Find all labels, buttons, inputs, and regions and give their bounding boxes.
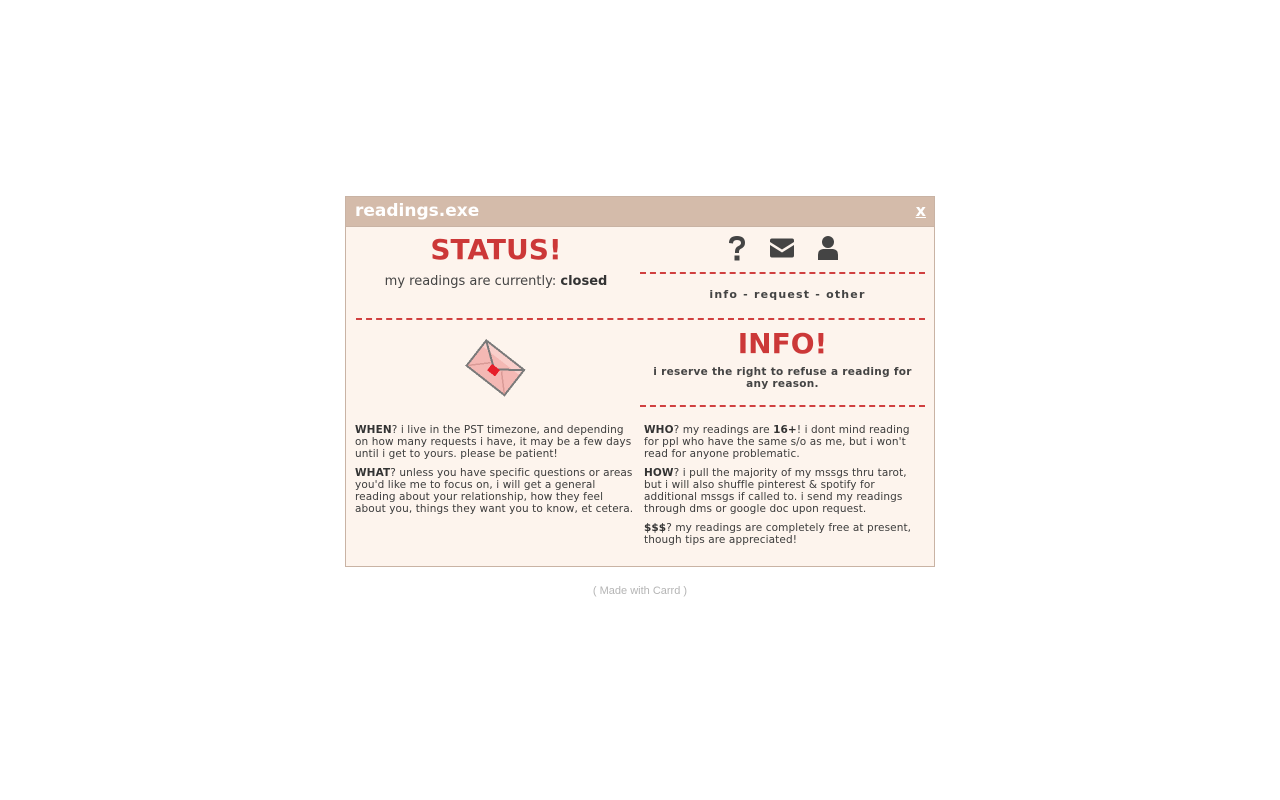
faq-text: ? i live in the PST timezone, and depending on how many requests i have, it may be a few days until i get to yours. please be patient! — [355, 424, 632, 460]
nav-link-request[interactable]: request — [753, 288, 811, 301]
pixel-envelope-icon — [462, 335, 530, 403]
window-title: readings.exe — [355, 201, 480, 221]
status-line — [356, 274, 636, 289]
faq-label: $$$ — [644, 522, 667, 534]
faq-how — [644, 467, 924, 515]
faq-text: ! i dont mind reading for ppl who have the same s/o as me, but i won't read for anyone problematic. — [644, 424, 910, 460]
readings-window — [345, 196, 935, 567]
made-with-carrd-link[interactable]: ( Made with Carrd ) — [592, 585, 688, 597]
info-heading: INFO! — [737, 327, 828, 360]
faq-label: WHO — [644, 424, 674, 436]
nav-link-info[interactable]: info — [709, 288, 739, 301]
faq-who — [644, 424, 924, 460]
faq-label: WHEN — [355, 424, 392, 436]
info-divider — [640, 405, 925, 407]
status-heading: STATUS! — [430, 233, 562, 266]
nav-links — [640, 288, 935, 301]
nav-icon-row — [640, 235, 925, 261]
faq-text: ? unless you have specific questions or areas you'd like me to focus on, i will get a general reading about your relationship, how they feel about you, things they want you to know, et cetera. — [355, 467, 634, 515]
nav-link-other[interactable]: other — [826, 288, 866, 301]
info-text: i reserve the right to refuse a reading for any reason. — [653, 366, 912, 390]
window-titlebar[interactable] — [346, 197, 934, 227]
faq-label: WHAT — [355, 467, 391, 479]
nav-separator: - — [810, 288, 827, 301]
question-icon[interactable] — [727, 235, 747, 261]
nav-divider — [640, 272, 925, 274]
close-button[interactable]: x — [915, 201, 926, 220]
faq-label: HOW — [644, 467, 674, 479]
section-divider — [356, 318, 925, 320]
faq-right-column — [644, 424, 924, 553]
faq-what — [355, 467, 636, 515]
faq-price — [644, 522, 924, 546]
nav-separator: - — [738, 288, 754, 301]
envelope-icon[interactable] — [769, 238, 795, 258]
faq-text: ? i pull the majority of my mssgs thru tarot, but i will also shuffle pinterest & spotify for additional mssgs if called to. i send my readings through dms or google doc upon request. — [644, 467, 907, 515]
status-value: closed — [560, 274, 608, 289]
faq-left-column — [355, 424, 636, 522]
faq-text: ? my readings are completely free at present, though tips are appreciated! — [644, 522, 912, 546]
age-requirement: 16+ — [773, 424, 797, 436]
status-text: my readings are currently: — [384, 274, 561, 289]
faq-text: ? my readings are — [673, 424, 774, 436]
user-icon[interactable] — [817, 236, 839, 260]
faq-when — [355, 424, 636, 460]
